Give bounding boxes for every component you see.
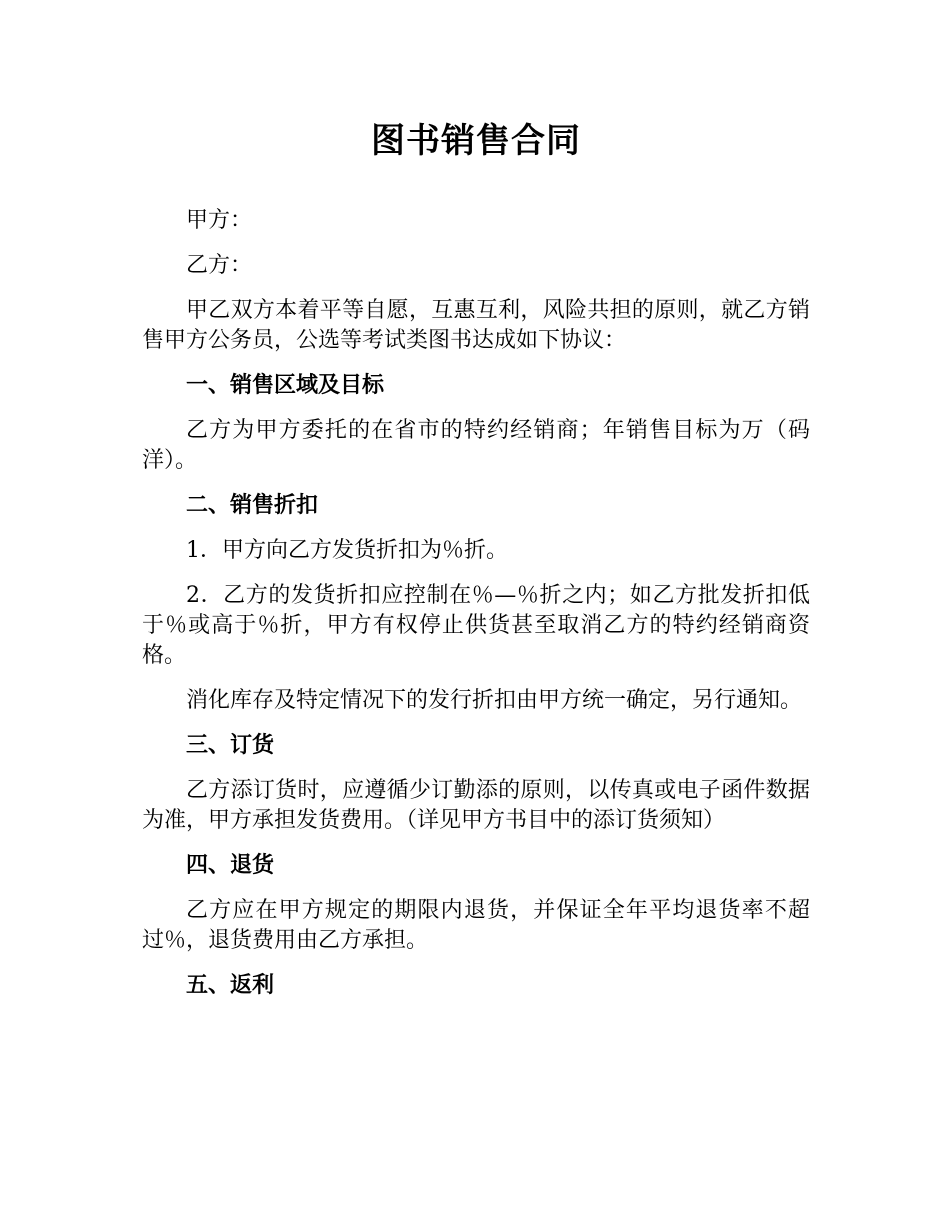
document-body (142, 206, 810, 1001)
document-title: 图书销售合同 (371, 121, 581, 161)
section-paragraph: 乙方应在甲方规定的期限内退货，并保证全年平均退货率不超过％，退货费用由乙方承担。 (142, 898, 810, 953)
party-a-line: 甲方： (186, 208, 253, 233)
section-paragraph: 1．甲方向乙方发货折扣为％折。 (186, 538, 508, 563)
section-rebate (142, 971, 810, 1001)
section-paragraph: 2．乙方的发货折扣应控制在％—％折之内；如乙方批发折扣低于％或高于％折，甲方有权停止供货甚至取消乙方的特约经销商资格。 (142, 583, 810, 668)
intro-paragraph: 甲乙双方本着平等自愿，互惠互利，风险共担的原则，就乙方销售甲方公务员，公选等考试类图书达成如下协议： (142, 298, 810, 353)
section-sales-region (142, 371, 810, 476)
section-sales-discount (142, 491, 810, 716)
section-heading: 一、销售区域及目标 (186, 373, 385, 398)
section-heading: 三、订货 (186, 733, 275, 758)
section-heading: 五、返利 (186, 973, 275, 998)
party-b-line: 乙方： (186, 253, 253, 278)
section-heading: 二、销售折扣 (186, 493, 319, 518)
section-paragraph: 乙方为甲方委托的在省市的特约经销商；年销售目标为万（码洋）。 (142, 418, 810, 473)
section-returns (142, 851, 810, 956)
section-paragraph: 消化库存及特定情况下的发行折扣由甲方统一确定，另行通知。 (186, 688, 803, 713)
section-ordering (142, 731, 810, 836)
section-paragraph: 乙方添订货时，应遵循少订勤添的原则，以传真或电子函件数据为准，甲方承担发货费用。（详见甲方书目中的添订货须知） (142, 778, 810, 833)
section-heading: 四、退货 (186, 853, 275, 878)
